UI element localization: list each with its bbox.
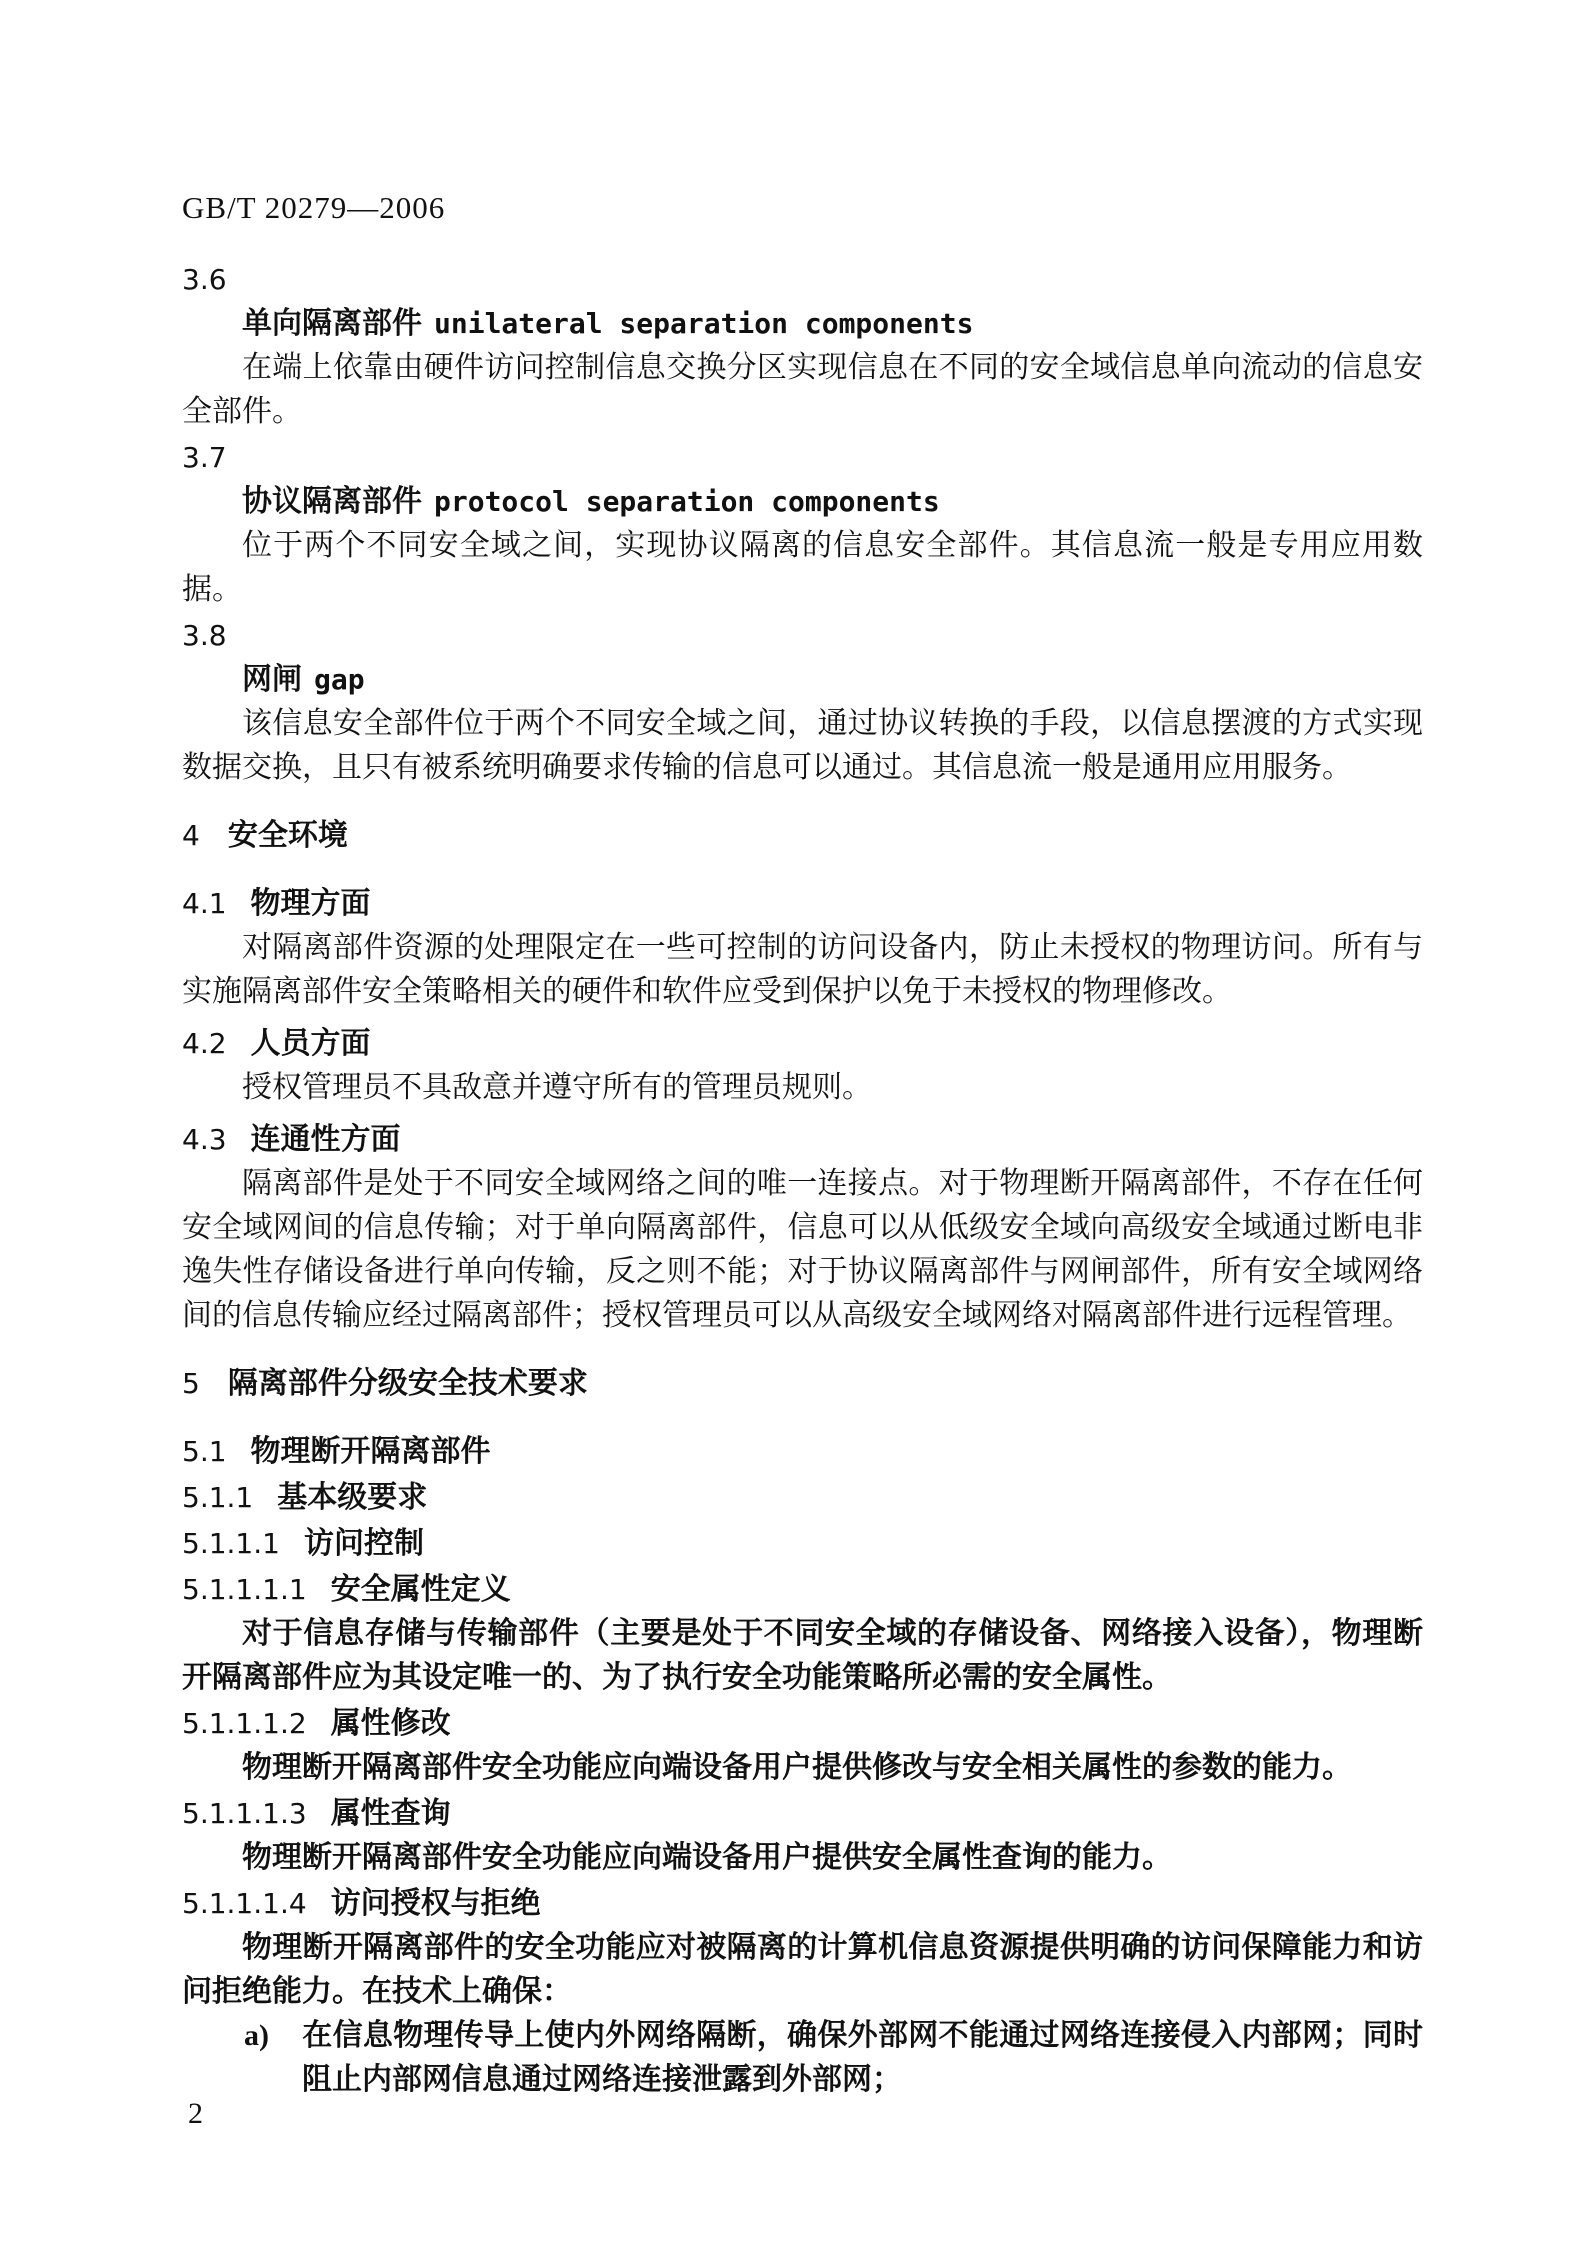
clause-number: 5.1.1.1.3 (182, 1797, 307, 1830)
clause-number: 5.1.1.1.1 (182, 1573, 307, 1606)
clause-5-1-1-1-4-heading (182, 1882, 1423, 1926)
term-name-en: unilateral separation components (434, 307, 974, 340)
subsection-body: 隔离部件是处于不同安全域网络之间的唯一连接点。对于物理断开隔离部件，不存在任何安全域网间的信息传输；对于单向隔离部件，信息可以从低级安全域向高级安全域通过断电非逸失性存储设备进行单向传输，反之则不能；对于协议隔离部件与网闸部件，所有安全域网络间的信息传输应经过隔离部件；授权管理员可以从高级安全域网络对隔离部件进行远程管理。 (182, 1167, 1423, 1332)
term-name-en: gap (314, 663, 365, 696)
list-item-text: 在信息物理传导上使内外网络隔断，确保外部网不能通过网络连接侵入内部网；同时阻止内部网信息通过网络连接泄露到外部网； (302, 2019, 1423, 2096)
clause-5-1-1-1-1-heading (182, 1568, 1423, 1612)
term-name-zh: 单向隔离部件 (242, 307, 422, 340)
term-definition: 在端上依靠由硬件访问控制信息交换分区实现信息在不同的安全域信息单向流动的信息安全部件。 (182, 351, 1423, 428)
clause-number: 5.1 (182, 1435, 227, 1468)
clause-number: 5.1.1.1.4 (182, 1887, 307, 1920)
clause-title: 属性修改 (330, 1707, 451, 1740)
term-title (182, 302, 1423, 346)
subsection-title: 人员方面 (250, 1027, 371, 1060)
term-number: 3.8 (182, 619, 227, 652)
clause-5-1-1-1-3-heading (182, 1792, 1423, 1836)
clause-title: 访问授权与拒绝 (330, 1887, 541, 1920)
clause-body: 物理断开隔离部件安全功能应向端设备用户提供修改与安全相关属性的参数的能力。 (242, 1751, 1352, 1784)
section-number: 4 (182, 819, 200, 852)
subsection-4-1-heading (182, 882, 1423, 926)
section-title: 隔离部件分级安全技术要求 (227, 1367, 588, 1400)
subsection-title: 连通性方面 (250, 1123, 401, 1156)
clause-5-1-1-1-heading (182, 1522, 1423, 1566)
subsection-number: 4.2 (182, 1027, 227, 1060)
section-number: 5 (182, 1367, 200, 1400)
standard-number-header: GB/T 20279—2006 (182, 190, 446, 225)
term-number: 3.6 (182, 263, 227, 296)
term-title (182, 658, 1423, 702)
subsection-4-2-heading (182, 1022, 1423, 1066)
clause-number: 5.1.1 (182, 1481, 254, 1514)
clause-5-1-heading (182, 1430, 1423, 1474)
clause-title: 属性查询 (330, 1797, 451, 1830)
term-definition: 该信息安全部件位于两个不同安全域之间，通过协议转换的手段，以信息摆渡的方式实现数据交换，且只有被系统明确要求传输的信息可以通过。其信息流一般是通用应用服务。 (182, 707, 1423, 784)
clause-title: 基本级要求 (277, 1481, 428, 1514)
term-name-en: protocol separation components (434, 485, 940, 518)
clause-title: 物理断开隔离部件 (250, 1435, 491, 1468)
subsection-body: 授权管理员不具敌意并遵守所有的管理员规则。 (242, 1071, 872, 1104)
subsection-4-3-heading (182, 1118, 1423, 1162)
term-definition: 位于两个不同安全域之间，实现协议隔离的信息安全部件。其信息流一般是专用应用数据。 (182, 529, 1423, 606)
clause-title: 访问控制 (303, 1527, 424, 1560)
subsection-body: 对隔离部件资源的处理限定在一些可控制的访问设备内，防止未授权的物理访问。所有与实施隔离部件安全策略相关的硬件和软件应受到保护以免于未授权的物理修改。 (182, 931, 1423, 1008)
section-4-heading (182, 814, 1423, 858)
page-content (182, 0, 1423, 2102)
term-title (182, 480, 1423, 524)
page-number: 2 (188, 2097, 203, 2130)
subsection-title: 物理方面 (250, 887, 371, 920)
term-name-zh: 网闸 (242, 663, 302, 696)
list-item-marker: a) (244, 2019, 269, 2052)
clause-5-1-1-heading (182, 1476, 1423, 1520)
term-name-zh: 协议隔离部件 (242, 485, 422, 518)
section-5-heading (182, 1362, 1423, 1406)
clause-5-1-1-1-2-heading (182, 1702, 1423, 1746)
clause-number: 5.1.1.1 (182, 1527, 280, 1560)
clause-body: 对于信息存储与传输部件（主要是处于不同安全域的存储设备、网络接入设备），物理断开隔离部件应为其设定唯一的、为了执行安全功能策略所必需的安全属性。 (182, 1617, 1423, 1694)
clause-number: 5.1.1.1.2 (182, 1707, 307, 1740)
clause-body: 物理断开隔离部件安全功能应向端设备用户提供安全属性查询的能力。 (242, 1841, 1172, 1874)
clause-body: 物理断开隔离部件的安全功能应对被隔离的计算机信息资源提供明确的访问保障能力和访问拒绝能力。在技术上确保： (182, 1931, 1423, 2008)
section-title: 安全环境 (227, 819, 348, 852)
term-number: 3.7 (182, 441, 227, 474)
subsection-number: 4.1 (182, 887, 227, 920)
list-item-a (182, 2014, 1423, 2102)
subsection-number: 4.3 (182, 1123, 227, 1156)
clause-title: 安全属性定义 (330, 1573, 511, 1606)
